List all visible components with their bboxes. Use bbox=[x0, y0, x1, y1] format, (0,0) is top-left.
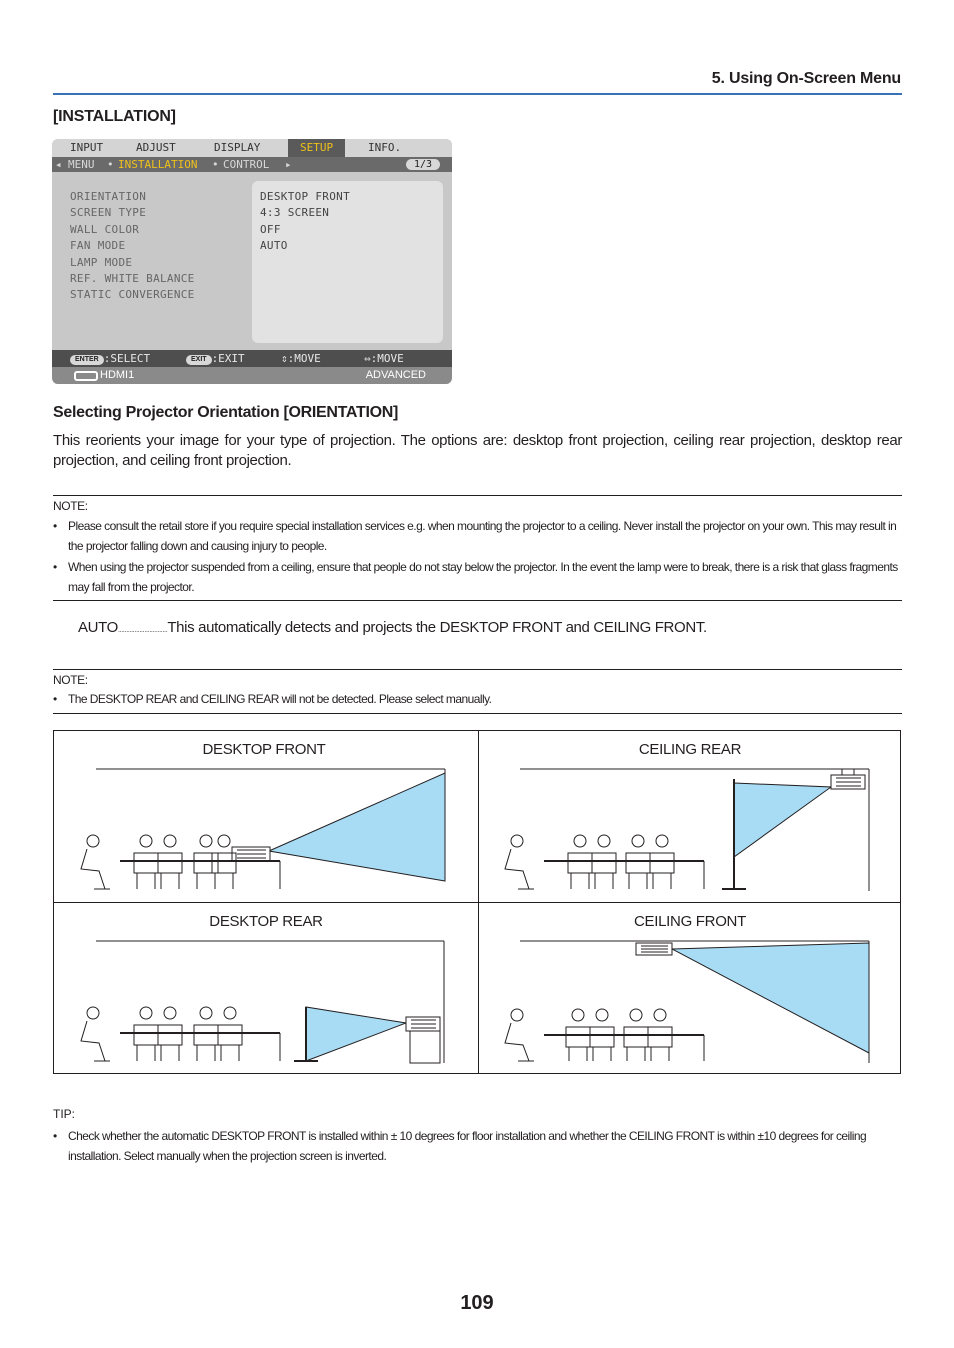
osd-hint-move-vertical: ⇕:MOVE bbox=[281, 352, 321, 365]
osd-status-mode: ADVANCED bbox=[365, 369, 426, 381]
tip-bullet bbox=[53, 1126, 902, 1166]
osd-value-fan-mode[interactable]: AUTO bbox=[260, 239, 288, 253]
page-number: 109 bbox=[460, 1292, 494, 1314]
auto-description: This automatically detects and projects the DESKTOP FRONT and CEILING FRONT. bbox=[167, 619, 707, 636]
osd-item-fan-mode[interactable]: FAN MODE bbox=[70, 239, 126, 253]
osd-status-bar bbox=[52, 367, 452, 384]
desktop-rear-illustration bbox=[54, 903, 478, 1075]
bullet-icon: • bbox=[53, 519, 57, 533]
osd-crumb-control[interactable]: CONTROL bbox=[223, 158, 270, 171]
enter-key-icon: ENTER bbox=[70, 355, 104, 365]
note-bullet bbox=[53, 689, 902, 709]
bullet-icon: • bbox=[53, 560, 57, 574]
orientation-body: This reorients your image for your type of projection. The options are: desktop front projection, ceiling rear projection, desktop rear projection, and ceiling front projection. bbox=[53, 432, 902, 469]
osd-tab-bar bbox=[52, 139, 452, 157]
osd-footer bbox=[52, 350, 452, 367]
note-bullet bbox=[53, 557, 902, 597]
osd-item-lamp-mode[interactable]: LAMP MODE bbox=[70, 255, 133, 269]
osd-value-orientation[interactable]: DESKTOP FRONT bbox=[260, 190, 350, 203]
osd-value-panel bbox=[252, 181, 443, 343]
osd-crumb-installation[interactable]: INSTALLATION bbox=[118, 158, 198, 171]
note-bottom-rule bbox=[53, 713, 902, 714]
osd-crumb-sep: • bbox=[212, 158, 219, 171]
osd-item-list bbox=[70, 189, 195, 304]
osd-status-source: HDMI1 bbox=[100, 369, 135, 381]
auto-term: AUTO bbox=[78, 619, 118, 636]
note-top-rule bbox=[53, 669, 902, 670]
section-title: [INSTALLATION] bbox=[53, 108, 176, 125]
osd-hint-exit bbox=[186, 352, 245, 365]
osd-pager: 1/3 bbox=[406, 159, 440, 170]
diagram-title: DESKTOP FRONT bbox=[202, 741, 326, 758]
chapter-rule bbox=[53, 93, 902, 95]
tip-bullet-text: Check whether the automatic DESKTOP FRONT is installed within ± 10 degrees for floor installation and whether the CEILING FRONT is within ±10 degrees for ceiling installation. Select manually when the projection screen is inverted. bbox=[68, 1129, 867, 1163]
osd-tab-adjust[interactable]: ADJUST bbox=[136, 141, 176, 154]
chapter-title: 5. Using On-Screen Menu bbox=[711, 70, 901, 87]
osd-hint-move-horizontal: ⇔:MOVE bbox=[364, 352, 404, 365]
osd-crumb-sep: • bbox=[107, 158, 114, 171]
left-arrow-icon[interactable]: ◂ bbox=[55, 158, 62, 171]
osd-crumb-menu[interactable]: MENU bbox=[68, 158, 95, 171]
osd-item-orientation[interactable]: ORIENTATION bbox=[70, 190, 147, 203]
osd-hint-select bbox=[70, 352, 150, 365]
right-arrow-icon[interactable]: ▸ bbox=[285, 158, 292, 171]
auto-leader-dots: .............................. bbox=[118, 627, 168, 634]
osd-hint-exit-label: :EXIT bbox=[211, 352, 245, 365]
note-bullet-text: The DESKTOP REAR and CEILING REAR will not be detected. Please select manually. bbox=[68, 692, 492, 706]
osd-tab-display[interactable]: DISPLAY bbox=[214, 141, 261, 154]
diagram-desktop-rear bbox=[54, 903, 478, 1075]
diagram-ceiling-front bbox=[478, 903, 902, 1075]
note-bullet bbox=[53, 516, 902, 556]
note-bottom-rule bbox=[53, 600, 902, 601]
note-top-rule bbox=[53, 495, 902, 496]
osd-item-screen-type[interactable]: SCREEN TYPE bbox=[70, 206, 147, 220]
osd-breadcrumb bbox=[52, 157, 452, 172]
diagram-ceiling-rear bbox=[478, 731, 902, 903]
osd-tab-setup[interactable]: SETUP bbox=[288, 139, 345, 157]
diagram-title: DESKTOP REAR bbox=[209, 913, 323, 930]
note-label: NOTE: bbox=[53, 499, 88, 513]
tip-label: TIP: bbox=[53, 1107, 76, 1121]
note-bullet-text: When using the projector suspended from a ceiling, ensure that people do not stay below the projector. In the event the lamp were to break, there is a risk that glass fragments may fall from the projector. bbox=[68, 560, 898, 594]
ceiling-front-illustration bbox=[478, 903, 902, 1075]
bullet-icon: • bbox=[53, 692, 57, 706]
exit-key-icon: EXIT bbox=[186, 355, 212, 365]
osd-menu bbox=[52, 139, 452, 384]
note-bullet-text: Please consult the retail store if you require special installation services e.g. when mounting the projector to a ceiling. Never install the projector on your own. This may result in the projector falling down and causing injury to people. bbox=[68, 519, 897, 553]
osd-item-wall-color[interactable]: WALL COLOR bbox=[70, 222, 140, 236]
diagram-desktop-front bbox=[54, 731, 478, 903]
orientation-heading: Selecting Projector Orientation [ORIENTATION] bbox=[53, 404, 399, 421]
osd-hint-select-label: :SELECT bbox=[103, 352, 151, 365]
osd-value-screen-type[interactable]: 4:3 SCREEN bbox=[260, 206, 330, 220]
osd-tab-info[interactable]: INFO. bbox=[368, 141, 402, 154]
hdmi-port-icon bbox=[74, 371, 98, 381]
ceiling-rear-illustration bbox=[478, 731, 902, 903]
auto-definition bbox=[78, 619, 707, 636]
osd-tab-input[interactable]: INPUT bbox=[70, 141, 104, 154]
desktop-front-illustration bbox=[54, 731, 478, 903]
orientation-diagram-grid bbox=[53, 730, 901, 1074]
bullet-icon: • bbox=[53, 1129, 57, 1143]
osd-item-static-convergence[interactable]: STATIC CONVERGENCE bbox=[70, 288, 195, 302]
diagram-title: CEILING FRONT bbox=[634, 913, 746, 930]
diagram-title: CEILING REAR bbox=[638, 741, 742, 758]
osd-item-ref-white-balance[interactable]: REF. WHITE BALANCE bbox=[70, 272, 195, 286]
note-label: NOTE: bbox=[53, 673, 88, 687]
osd-value-wall-color[interactable]: OFF bbox=[260, 222, 281, 236]
